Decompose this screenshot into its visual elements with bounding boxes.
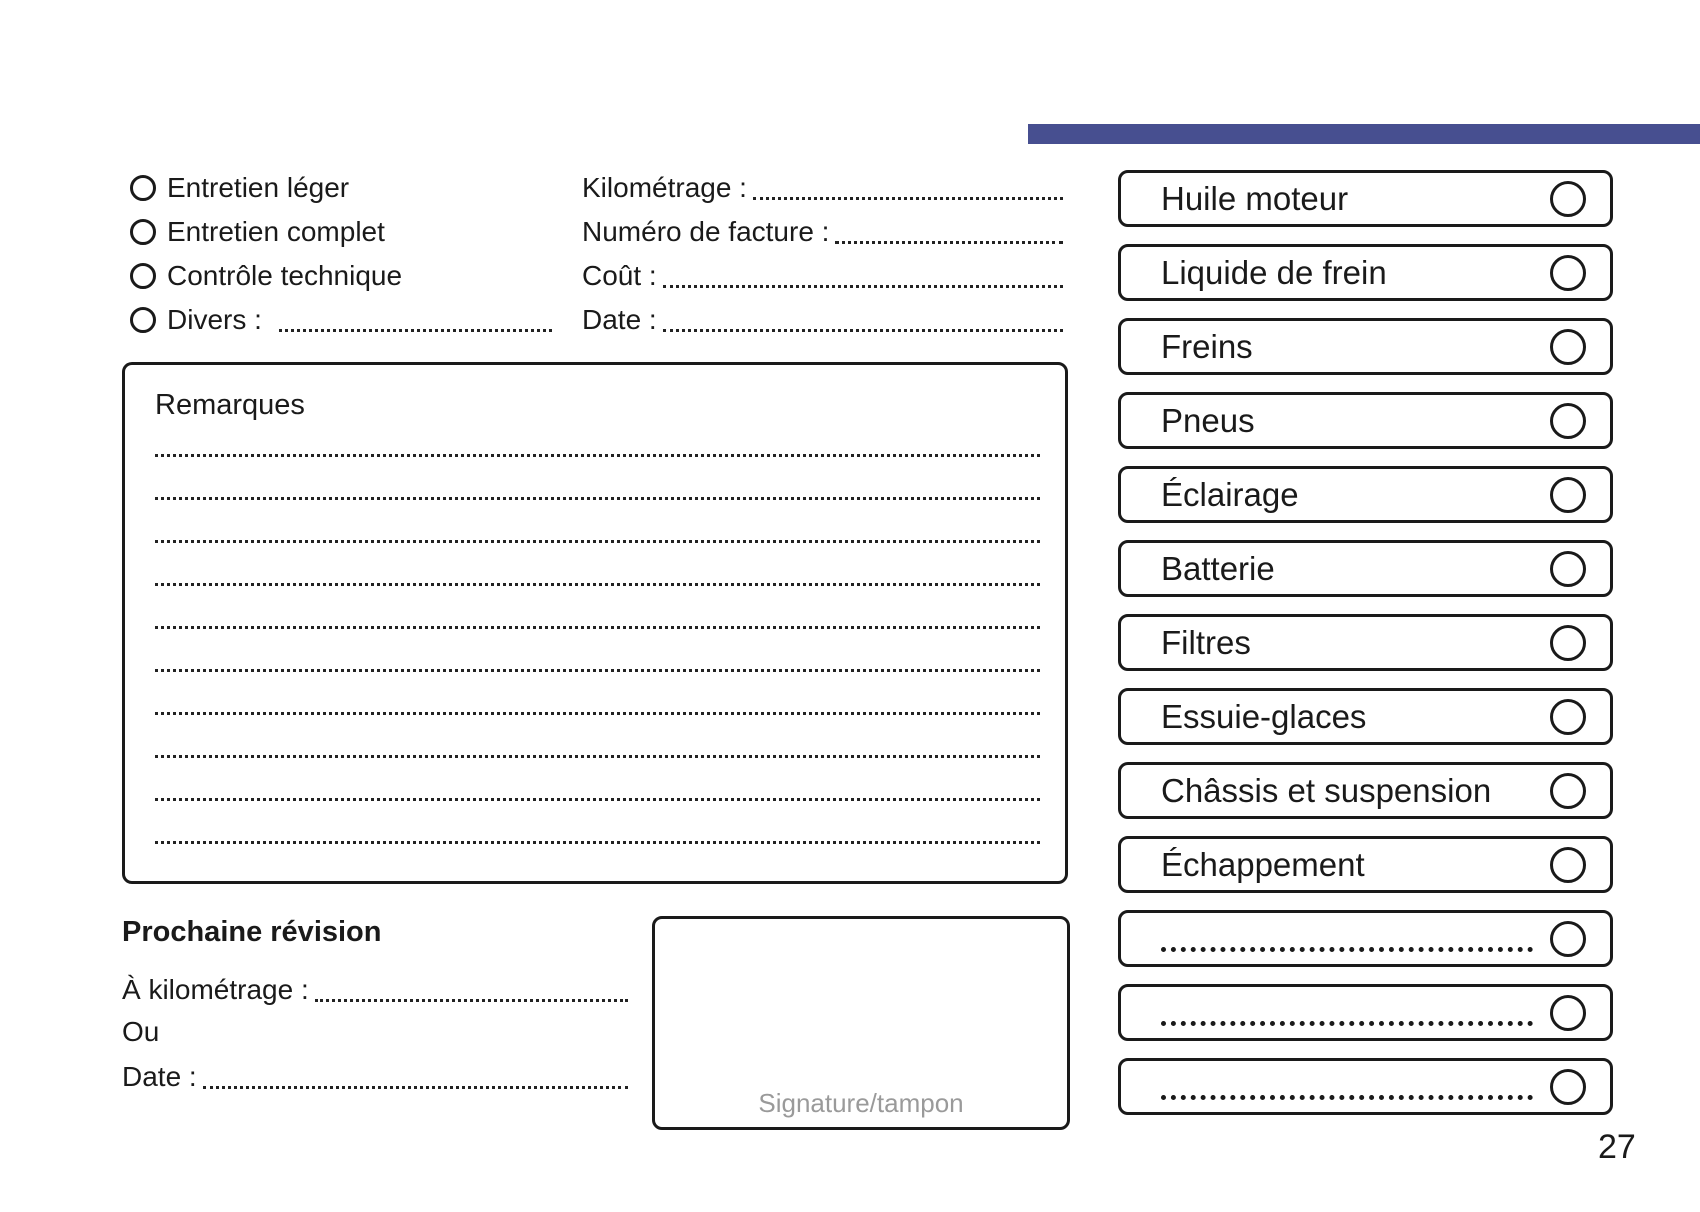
service-type-option[interactable]	[130, 210, 552, 254]
service-type-label: Entretien léger	[167, 172, 350, 203]
check-circle-icon[interactable]	[1550, 625, 1586, 661]
check-circle-icon[interactable]	[1550, 699, 1586, 735]
remarks-write-in-line[interactable]	[155, 712, 1040, 715]
service-type-label: Entretien complet	[167, 216, 385, 247]
checklist-item-label: Éclairage	[1161, 475, 1299, 513]
radio-circle-icon[interactable]	[130, 219, 156, 245]
info-field	[582, 254, 1063, 298]
checklist-item	[1118, 614, 1613, 671]
checklist-item	[1118, 466, 1613, 523]
cout-write-in-line[interactable]	[663, 285, 1063, 288]
remarks-write-in-line[interactable]	[155, 841, 1040, 844]
service-type-label: Contrôle technique	[167, 260, 403, 291]
checklist-item-blank	[1118, 984, 1613, 1041]
signature-box-label: Signature/tampon	[758, 1088, 964, 1118]
checklist-item-blank	[1118, 910, 1613, 967]
next-service-section	[122, 910, 628, 1092]
kilometrage-write-in-line[interactable]	[753, 197, 1063, 200]
checklist-item	[1118, 318, 1613, 375]
info-field	[582, 166, 1063, 210]
checklist-item-label: Châssis et suspension	[1161, 771, 1492, 809]
checklist-item-label: Batterie	[1161, 549, 1275, 587]
radio-circle-icon[interactable]	[130, 175, 156, 201]
checklist-item-label: Huile moteur	[1161, 179, 1349, 217]
check-circle-icon[interactable]	[1550, 773, 1586, 809]
checklist-item	[1118, 762, 1613, 819]
next-service-field-label: Ou	[122, 1016, 160, 1047]
header-accent-bar	[1028, 124, 1700, 144]
info-field-label: Numéro de facture :	[582, 216, 830, 247]
checklist-item	[1118, 170, 1613, 227]
info-field-label: Coût :	[582, 260, 657, 291]
checklist-item-label: Filtres	[1161, 623, 1251, 661]
checklist-item-label: Freins	[1161, 327, 1253, 365]
radio-circle-icon[interactable]	[130, 263, 156, 289]
remarks-write-in-line[interactable]	[155, 626, 1040, 629]
remarks-write-in-line[interactable]	[155, 583, 1040, 586]
service-type-option[interactable]	[130, 254, 552, 298]
next-service-field	[122, 1010, 628, 1054]
radio-circle-icon[interactable]	[130, 307, 156, 333]
info-field-label: Kilométrage :	[582, 172, 747, 203]
check-circle-icon[interactable]	[1550, 181, 1586, 217]
checklist-item	[1118, 836, 1613, 893]
check-circle-icon[interactable]	[1550, 921, 1586, 957]
check-circle-icon[interactable]	[1550, 477, 1586, 513]
info-field	[582, 210, 1063, 254]
service-type-option[interactable]	[130, 166, 552, 210]
next-service-field-label: Date :	[122, 1061, 197, 1092]
checklist-write-in-line[interactable]	[1161, 1021, 1533, 1026]
checklist-item-label: Liquide de frein	[1161, 253, 1387, 291]
remarks-box[interactable]	[122, 362, 1068, 884]
checklist-item-label: Échappement	[1161, 845, 1365, 883]
next-service-field	[122, 1055, 628, 1099]
service-type-label: Divers :	[167, 304, 262, 335]
check-circle-icon[interactable]	[1550, 1069, 1586, 1105]
checklist-item-blank	[1118, 1058, 1613, 1115]
remarks-write-in-line[interactable]	[155, 497, 1040, 500]
divers-write-in-line[interactable]	[279, 329, 552, 332]
info-field-label: Date :	[582, 304, 657, 335]
signature-box[interactable]	[652, 916, 1070, 1130]
remarks-write-in-line[interactable]	[155, 798, 1040, 801]
facture-write-in-line[interactable]	[835, 241, 1063, 244]
remarks-title: Remarques	[155, 389, 305, 421]
page-number: 27	[1598, 1128, 1636, 1166]
info-field	[582, 298, 1063, 342]
check-circle-icon[interactable]	[1550, 551, 1586, 587]
remarks-write-in-line[interactable]	[155, 669, 1040, 672]
check-circle-icon[interactable]	[1550, 403, 1586, 439]
next-service-field	[122, 968, 628, 1012]
checklist-item	[1118, 244, 1613, 301]
remarks-write-in-line[interactable]	[155, 755, 1040, 758]
check-circle-icon[interactable]	[1550, 995, 1586, 1031]
check-circle-icon[interactable]	[1550, 329, 1586, 365]
checklist-item-label: Pneus	[1161, 401, 1255, 439]
service-info-group	[582, 166, 1063, 342]
check-circle-icon[interactable]	[1550, 847, 1586, 883]
checklist-item-label: Essuie-glaces	[1161, 697, 1367, 735]
date-write-in-line[interactable]	[663, 329, 1063, 332]
next-kilometrage-write-in-line[interactable]	[315, 999, 628, 1002]
checklist-item	[1118, 540, 1613, 597]
remarks-write-in-line[interactable]	[155, 540, 1040, 543]
checklist-item	[1118, 392, 1613, 449]
next-service-field-label: À kilométrage :	[122, 974, 309, 1005]
next-date-write-in-line[interactable]	[203, 1086, 628, 1089]
service-type-option[interactable]	[130, 298, 552, 342]
checklist-item	[1118, 688, 1613, 745]
next-service-title: Prochaine révision	[122, 915, 382, 948]
checklist-write-in-line[interactable]	[1161, 1095, 1533, 1100]
checklist-write-in-line[interactable]	[1161, 947, 1533, 952]
check-circle-icon[interactable]	[1550, 255, 1586, 291]
remarks-write-in-line[interactable]	[155, 454, 1040, 457]
inspection-checklist	[1118, 170, 1613, 1132]
service-type-group	[130, 166, 552, 342]
